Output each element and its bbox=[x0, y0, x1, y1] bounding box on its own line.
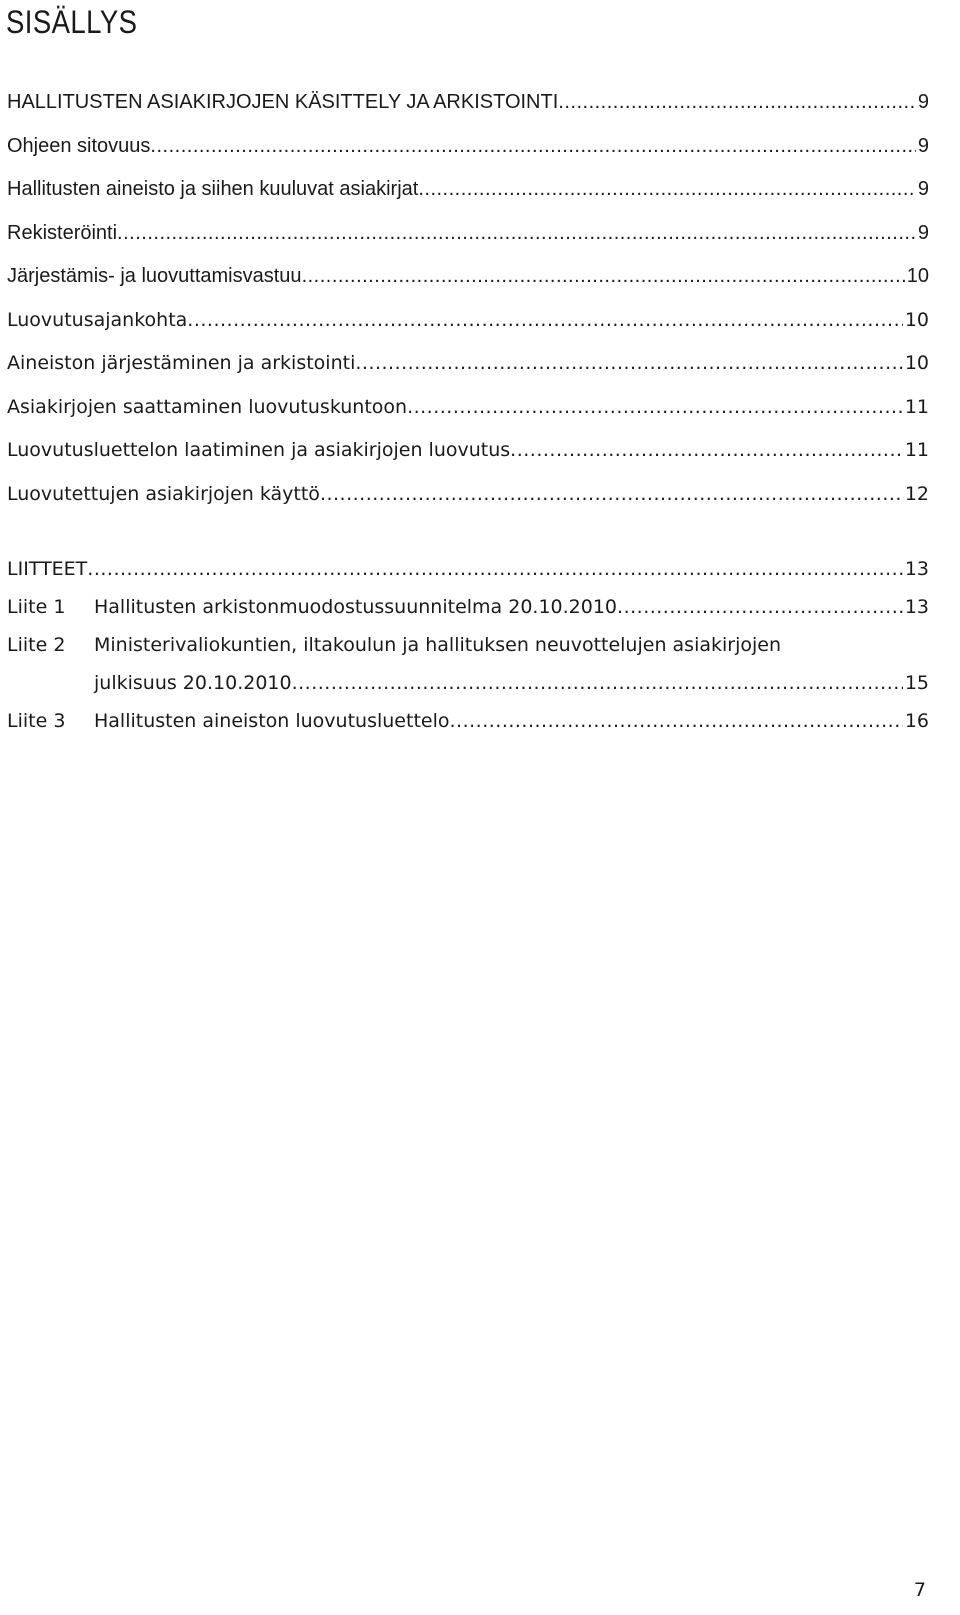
toc-entry[interactable] bbox=[7, 131, 929, 161]
dot-leader bbox=[87, 554, 903, 584]
toc-entry-label: Aineiston järjestäminen ja arkistointi bbox=[7, 352, 356, 374]
appendix-number: Liite 2 bbox=[7, 634, 66, 656]
toc-entry[interactable] bbox=[7, 435, 929, 465]
toc-entry[interactable] bbox=[7, 174, 929, 204]
dot-leader bbox=[558, 87, 916, 117]
toc-entry-label: Hallitusten arkistonmuodostussuunnitelma 20.10.2010 bbox=[94, 596, 618, 618]
toc-entry-page: 16 bbox=[904, 710, 929, 732]
toc-entry-page: 11 bbox=[904, 396, 929, 418]
toc-entry-page: 10 bbox=[904, 352, 929, 374]
toc-entry-label: Ministerivaliokuntien, iltakoulun ja hallituksen neuvottelujen asiakirjojen bbox=[94, 634, 781, 656]
dot-leader bbox=[150, 131, 915, 161]
appendix-number: Liite 3 bbox=[7, 710, 66, 732]
dot-leader bbox=[117, 218, 916, 248]
page-title: SISÄLLYS bbox=[6, 4, 138, 40]
toc-entry[interactable] bbox=[7, 261, 929, 291]
toc-entry[interactable] bbox=[7, 87, 929, 117]
toc-entry[interactable] bbox=[7, 392, 929, 422]
toc-entry-page: 11 bbox=[904, 439, 929, 461]
dot-leader bbox=[187, 305, 903, 335]
toc-entry-label: Järjestämis- ja luovuttamisvastuu bbox=[7, 265, 302, 287]
toc-entry-label: Rekisteröinti bbox=[7, 222, 118, 244]
toc-entry-page: 10 bbox=[906, 265, 929, 287]
toc-entry-page: 10 bbox=[904, 309, 929, 331]
toc-entry-page: 9 bbox=[917, 178, 929, 200]
toc-entry-page: 15 bbox=[904, 672, 929, 694]
toc-entry-label: Luovutettujen asiakirjojen käyttö bbox=[7, 483, 320, 505]
toc-entry[interactable] bbox=[7, 305, 929, 335]
toc-entry-page: 9 bbox=[917, 135, 929, 157]
toc-entry-label: Hallitusten aineisto ja siihen kuuluvat asiakirjat bbox=[7, 178, 419, 200]
toc-entry-page: 12 bbox=[904, 483, 929, 505]
dot-leader bbox=[407, 392, 903, 422]
page-number: 7 bbox=[913, 1579, 926, 1601]
toc-entry-label-continuation: julkisuus 20.10.2010 bbox=[94, 672, 292, 694]
toc-appendix-continuation[interactable] bbox=[94, 668, 929, 698]
toc-entry-page: 13 bbox=[904, 558, 929, 580]
toc-entry-label: HALLITUSTEN ASIAKIRJOJEN KÄSITTELY JA ARKISTOINTI bbox=[7, 91, 559, 113]
dot-leader bbox=[320, 479, 903, 509]
toc-appendices-heading[interactable] bbox=[7, 554, 929, 584]
toc-entry[interactable] bbox=[7, 218, 929, 248]
dot-leader bbox=[355, 348, 902, 378]
toc-entry-label: Ohjeen sitovuus bbox=[7, 135, 151, 157]
dot-leader bbox=[450, 706, 903, 736]
toc-entry-label: LIITTEET bbox=[7, 558, 88, 580]
toc-entry-label: Hallitusten aineiston luovutusluettelo bbox=[94, 710, 450, 732]
dot-leader bbox=[292, 668, 903, 698]
dot-leader bbox=[510, 435, 903, 465]
dot-leader bbox=[302, 261, 905, 291]
toc-entry-label: Asiakirjojen saattaminen luovutuskuntoon bbox=[7, 396, 408, 418]
toc-appendix-entry[interactable] bbox=[7, 630, 929, 660]
toc-entry[interactable] bbox=[7, 348, 929, 378]
appendix-number: Liite 1 bbox=[7, 596, 66, 618]
toc-appendix-entry[interactable] bbox=[7, 706, 929, 736]
toc-entry-page: 9 bbox=[917, 91, 929, 113]
toc-appendix-entry[interactable] bbox=[7, 592, 929, 622]
toc-entry-label: Luovutusluettelon laatiminen ja asiakirjojen luovutus bbox=[7, 439, 511, 461]
toc-entry-label: Luovutusajankohta bbox=[7, 309, 188, 331]
toc-entry-page: 9 bbox=[917, 222, 929, 244]
dot-leader bbox=[617, 592, 903, 622]
toc-entry-page: 13 bbox=[904, 596, 929, 618]
toc-entry[interactable] bbox=[7, 479, 929, 509]
dot-leader bbox=[418, 174, 916, 204]
